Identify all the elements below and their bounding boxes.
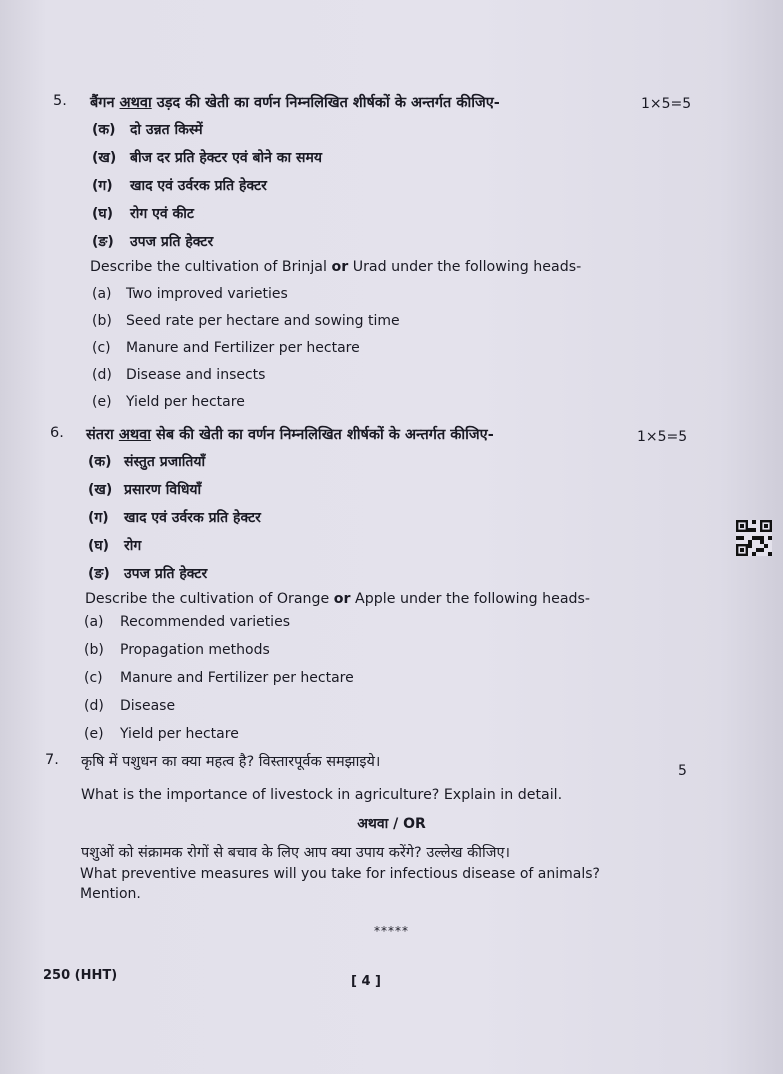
subitem-text: Propagation methods xyxy=(120,642,270,658)
subitem-label: (घ) xyxy=(88,538,110,554)
question-english: What is the importance of livestock in agriculture? Explain in detail. xyxy=(81,787,563,803)
subitem-text: बीज दर प्रति हेक्टर एवं बोने का समय xyxy=(130,150,322,166)
subitem-text: दो उन्नत किस्में xyxy=(130,122,203,138)
subitem-label: (क) xyxy=(92,122,116,138)
subitem-text: Manure and Fertilizer per hectare xyxy=(126,340,360,356)
subitem-label: (ङ) xyxy=(92,234,114,250)
subitem-label: (b) xyxy=(92,313,112,329)
subitem-text: खाद एवं उर्वरक प्रति हेक्टर xyxy=(130,178,267,194)
alternative-english-line-2: Mention. xyxy=(80,886,141,902)
subitem-label: (e) xyxy=(92,394,112,410)
subitem-label: (ग) xyxy=(88,510,109,526)
question-hindi: कृषि में पशुधन का क्या महत्व है? विस्तारपूर्वक समझाइये। xyxy=(81,754,381,770)
subitem xyxy=(92,176,267,195)
subitem-label: (घ) xyxy=(92,206,114,222)
page-number: [ 4 ] xyxy=(351,974,381,989)
subitem-label: (e) xyxy=(84,726,104,742)
subitem-label: (ख) xyxy=(88,482,113,498)
subitem-label: (ग) xyxy=(92,178,113,194)
marks: 1×5=5 xyxy=(637,429,688,445)
subitem-label: (ङ) xyxy=(88,566,110,582)
subitem-text: Yield per hectare xyxy=(120,726,239,742)
subitem xyxy=(84,670,354,686)
subitem xyxy=(84,614,290,630)
subitem xyxy=(88,480,201,499)
subitem xyxy=(92,120,203,139)
subitem xyxy=(84,642,270,658)
subitem xyxy=(88,536,141,555)
subitem-text: Disease xyxy=(120,698,176,714)
subitem-text: Yield per hectare xyxy=(126,394,245,410)
subitem xyxy=(88,508,261,527)
subitem-text: Recommended varieties xyxy=(120,614,290,630)
qr-code-icon xyxy=(736,520,772,556)
subitem xyxy=(88,452,205,471)
subitem xyxy=(92,367,265,383)
subitem-text: Two improved varieties xyxy=(126,286,288,302)
subitem-label: (b) xyxy=(84,642,104,658)
subitem-text: रोग एवं कीट xyxy=(130,206,194,222)
subitem-label: (d) xyxy=(92,367,112,383)
subitem-text: संस्तुत प्रजातियाँ xyxy=(124,454,206,470)
subitem-label: (c) xyxy=(84,670,103,686)
subitem xyxy=(92,394,245,410)
alternative-hindi: पशुओं को संक्रामक रोगों से बचाव के लिए आप क्या उपाय करेंगे? उल्लेख कीजिए। xyxy=(81,845,511,861)
subitem xyxy=(92,340,360,356)
subitem xyxy=(84,726,239,742)
subitem-label: (ख) xyxy=(92,150,117,166)
subitem xyxy=(84,698,175,714)
subitem-text: खाद एवं उर्वरक प्रति हेक्टर xyxy=(124,510,261,526)
subitem xyxy=(92,313,400,329)
question-number: 7. xyxy=(45,752,59,768)
question-english: Describe the cultivation of Orange or Apple under the following heads- xyxy=(85,591,591,607)
question-hindi: बैंगन अथवा उड़द की खेती का वर्णन निम्नलिखित शीर्षकों के अन्तर्गत कीजिए- xyxy=(90,95,500,111)
subitem-label: (क) xyxy=(88,454,112,470)
or-separator: अथवा / OR xyxy=(357,816,426,832)
subitem xyxy=(88,564,207,583)
subitem-text: प्रसारण विधियाँ xyxy=(124,482,202,498)
question-english: Describe the cultivation of Brinjal or Urad under the following heads- xyxy=(90,259,582,275)
subitem xyxy=(92,232,213,251)
subitem-label: (c) xyxy=(92,340,111,356)
subitem-text: उपज प्रति हेक्टर xyxy=(130,234,214,250)
subitem-label: (a) xyxy=(84,614,104,630)
subitem-label: (a) xyxy=(92,286,112,302)
question-number: 6. xyxy=(50,425,64,441)
marks: 1×5=5 xyxy=(641,96,692,112)
subitem-text: Manure and Fertilizer per hectare xyxy=(120,670,354,686)
subitem xyxy=(92,148,322,167)
alternative-english-line-1: What preventive measures will you take for infectious disease of animals? xyxy=(80,866,600,882)
marks: 5 xyxy=(678,763,687,779)
end-stars: ***** xyxy=(374,924,409,938)
subitem-text: उपज प्रति हेक्टर xyxy=(124,566,208,582)
subitem-text: Disease and insects xyxy=(126,367,266,383)
subitem xyxy=(92,286,288,302)
subitem xyxy=(92,204,194,223)
question-number: 5. xyxy=(53,93,67,109)
paper-code: 250 (HHT) xyxy=(43,968,118,983)
subitem-text: रोग xyxy=(124,538,142,554)
subitem-text: Seed rate per hectare and sowing time xyxy=(126,313,400,329)
subitem-label: (d) xyxy=(84,698,104,714)
question-hindi: संतरा अथवा सेब की खेती का वर्णन निम्नलिखित शीर्षकों के अन्तर्गत कीजिए- xyxy=(86,427,494,443)
